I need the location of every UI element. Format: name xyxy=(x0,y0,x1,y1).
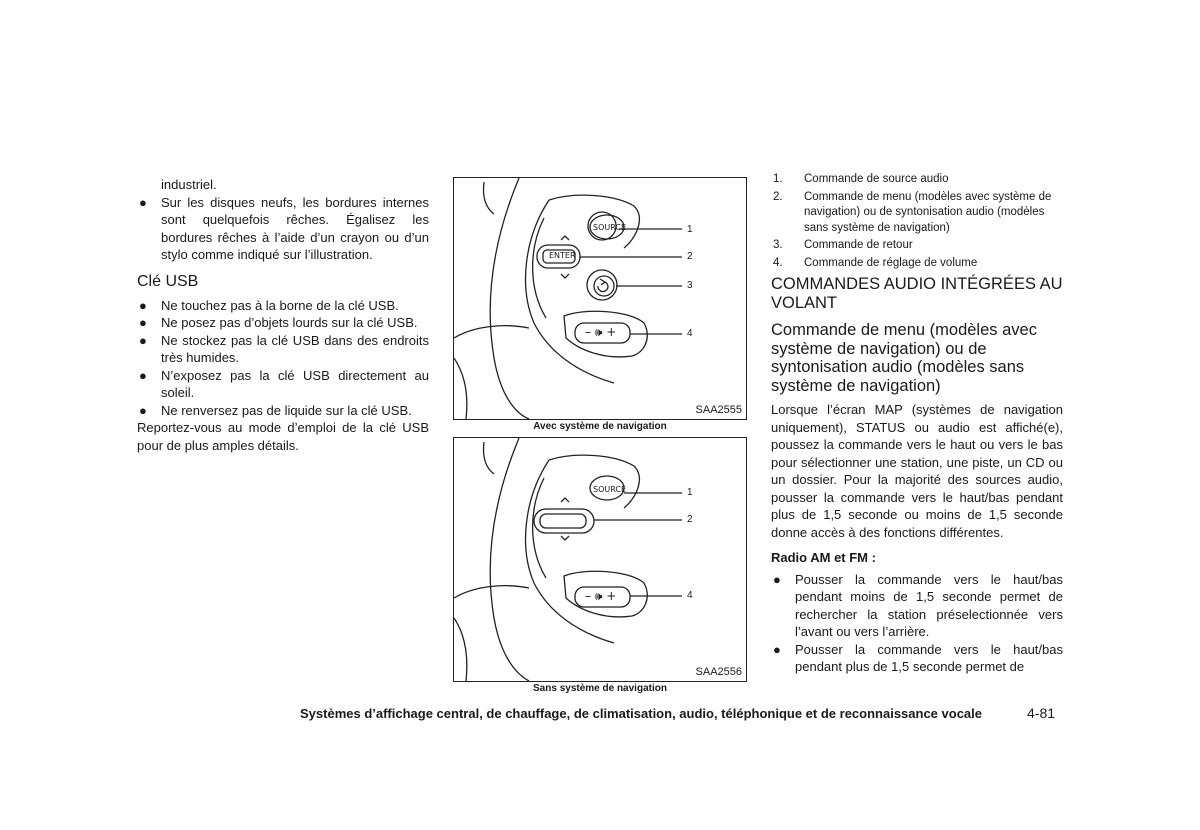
source-button-label: SOURCE xyxy=(593,485,627,494)
callout-4: 4 xyxy=(687,590,693,601)
figure-with-navigation xyxy=(453,177,747,420)
list-item: ● Ne posez pas d’objets lourds sur la clé USB. xyxy=(139,315,418,330)
callout-1: 1 xyxy=(687,224,693,235)
sub-heading: Commande de menu (modèles avec système de navigation) ou de syntonisation audio (modèles sans système de navigation) xyxy=(771,321,1037,395)
figure-caption: Avec système de navigation xyxy=(533,421,667,432)
right-column xyxy=(771,172,1063,676)
callout-4: 4 xyxy=(687,328,693,339)
list-item: ● Ne renversez pas de liquide sur la clé USB. xyxy=(139,402,412,418)
usb-heading: Clé USB xyxy=(137,272,199,290)
list-item: ● Pousser la commande vers le haut/bas pendant plus de 1,5 seconde permet de xyxy=(773,641,1063,674)
steering-wheel-illustration xyxy=(454,178,746,419)
list-item: ● Ne stockez pas la clé USB dans des endroits très humides. xyxy=(139,332,429,365)
bullet-icon: ● xyxy=(773,641,781,657)
list-item: ● Ne touchez pas à la borne de la clé USB. xyxy=(139,297,399,313)
enter-button-label: ENTER xyxy=(549,251,576,260)
figure-code: SAA2556 xyxy=(695,666,742,678)
list-item: 3. Commande de retour xyxy=(773,239,913,251)
callout-3: 3 xyxy=(687,280,693,291)
bullet-icon: ● xyxy=(139,297,147,313)
callout-2: 2 xyxy=(687,251,693,262)
callout-1: 1 xyxy=(687,487,693,498)
list-item: ● Pousser la commande vers le haut/bas pendant moins de 1,5 seconde permet de rechercher la station préselectionnée vers l’avant ou vers l’arrière. xyxy=(773,571,1063,639)
source-button-label: SOURCE xyxy=(593,223,627,232)
paragraph: Lorsque l’écran MAP (systèmes de navigation uniquement), STATUS ou audio est affiché(e), poussez la commande vers le haut ou vers le bas pour sélectionner une station, une piste, un CD ou un dossier. Pour la majorité des sources audio, pousser la commande vers le haut/bas pendant plus de 1,5 seconde ou moins de 1,5 seconde donne accès à des fonctions différentes. xyxy=(771,402,1063,540)
list-item: 1. Commande de source audio xyxy=(773,173,949,185)
list-item: 2. Commande de menu (modèles avec système de navigation) ou de syntonisation audio (modèles sans système de navigation) xyxy=(773,190,1052,234)
bullet-icon: ● xyxy=(139,367,147,383)
volume-icon: – 🕪 + xyxy=(585,589,617,603)
usb-note: Reportez-vous au mode d’emploi de la clé USB pour de plus amples détails. xyxy=(137,420,429,453)
bullet-icon: ● xyxy=(139,194,147,210)
radio-heading: Radio AM et FM : xyxy=(771,550,876,565)
volume-icon: – 🕪 + xyxy=(585,325,617,339)
figure-code: SAA2555 xyxy=(695,404,742,416)
bullet-icon: ● xyxy=(139,332,147,348)
figure-caption: Sans système de navigation xyxy=(533,683,667,694)
bullet-icon: ● xyxy=(139,315,147,330)
figure-without-navigation xyxy=(453,437,747,682)
bullet-icon: ● xyxy=(773,571,781,587)
bullet-icon: ● xyxy=(139,402,147,418)
page-number: 4-81 xyxy=(1027,705,1056,721)
list-item: ● N’exposez pas la clé USB directement au soleil. xyxy=(139,367,429,400)
callout-2: 2 xyxy=(687,514,693,525)
left-column xyxy=(137,176,429,454)
page-footer-title: Systèmes d’affichage central, de chauffage, de climatisation, audio, téléphonique et de reconnaissance vocale xyxy=(300,706,982,721)
continued-text: industriel. xyxy=(161,177,217,192)
list-item: 4. Commande de réglage de volume xyxy=(773,256,978,269)
section-heading: COMMANDES AUDIO INTÉGRÉES AU VOLANT xyxy=(771,275,1063,312)
steering-wheel-illustration xyxy=(454,438,746,681)
list-item: ● Sur les disques neufs, les bordures internes sont quelquefois rêches. Égalisez les bordures rêches à l’aide d’un crayon ou d’un stylo comme indiqué sur l’illustration. xyxy=(139,194,429,262)
